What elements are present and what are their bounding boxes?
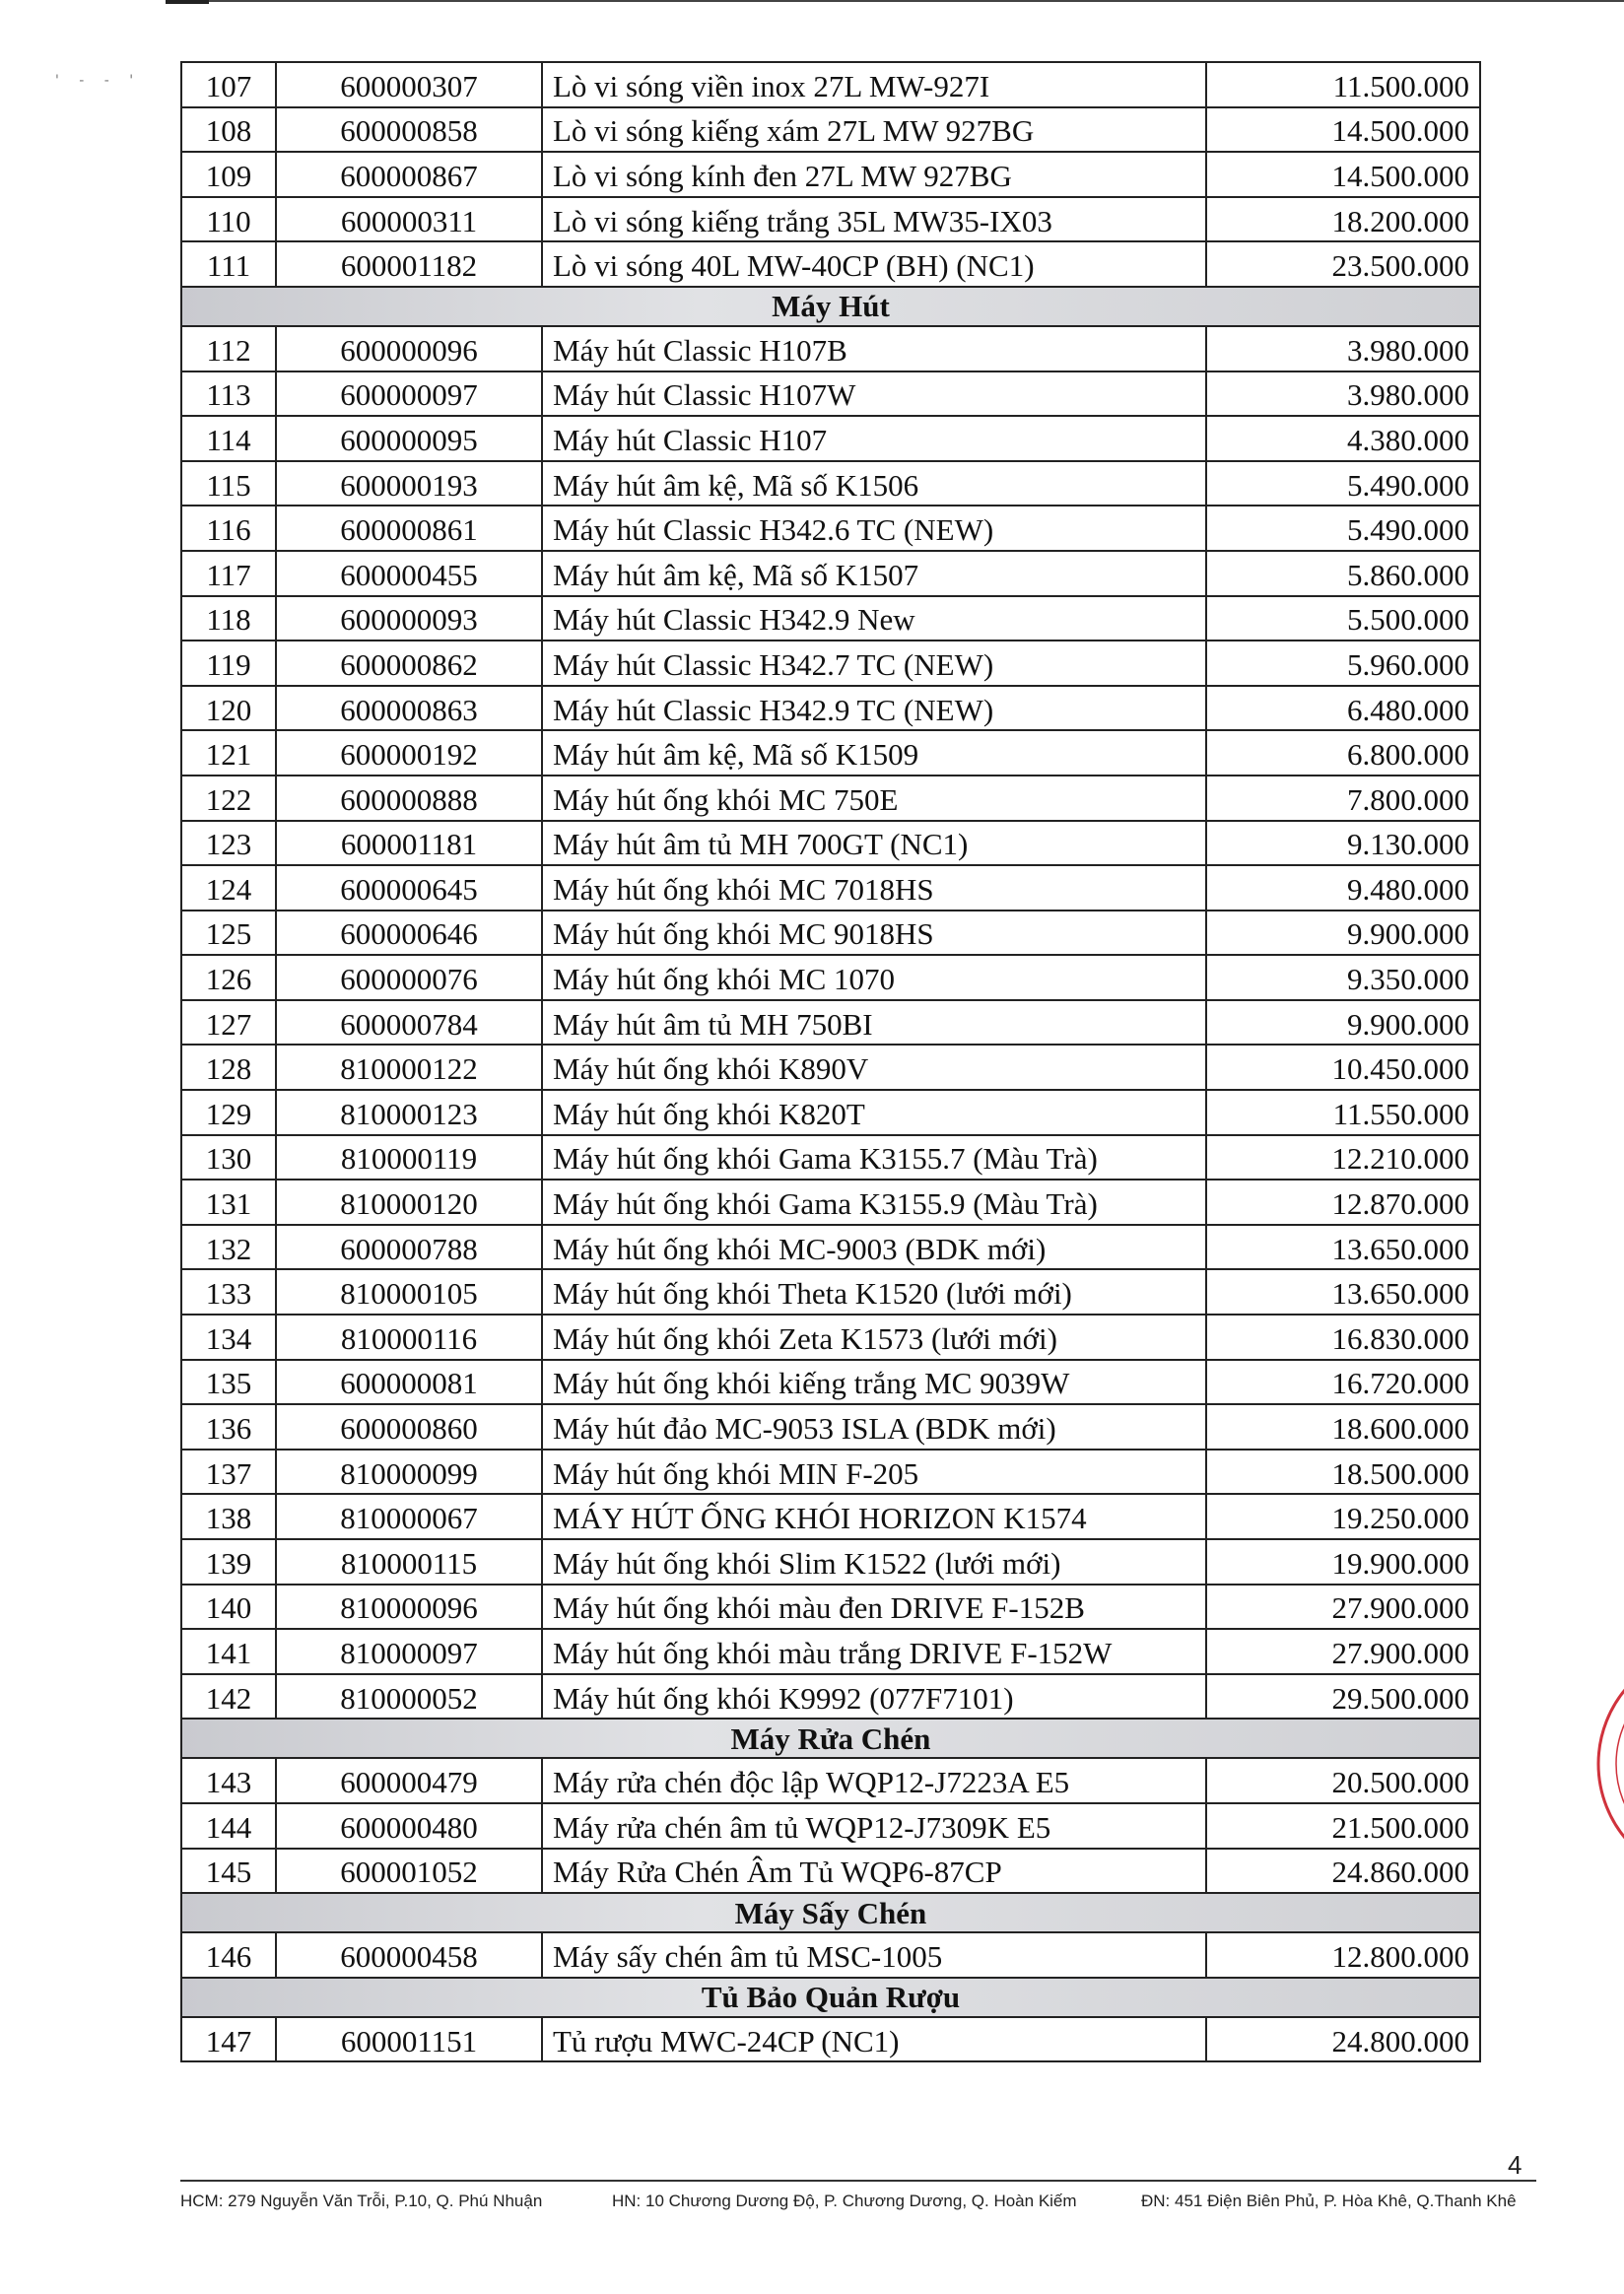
price-cell: 14.500.000 [1206,152,1480,197]
product-code-cell: 600000096 [276,326,542,371]
product-name-cell: Máy hút ống khói MC 750E [542,776,1206,821]
price-cell: 19.250.000 [1206,1494,1480,1539]
table-row [181,821,1480,866]
price-cell: 24.860.000 [1206,1849,1480,1894]
table-row [181,1045,1480,1090]
price-cell: 27.900.000 [1206,1585,1480,1630]
price-cell: 12.210.000 [1206,1135,1480,1181]
row-number-cell: 141 [181,1629,276,1674]
row-number-cell: 136 [181,1404,276,1450]
table-row [181,1315,1480,1360]
table-row [181,107,1480,153]
table-row [181,1803,1480,1849]
product-code-cell: 810000116 [276,1315,542,1360]
product-name-cell: Lò vi sóng 40L MW-40CP (BH) (NC1) [542,241,1206,287]
product-code-cell: 810000067 [276,1494,542,1539]
product-code-cell: 810000120 [276,1180,542,1225]
product-code-cell: 600000862 [276,641,542,686]
product-code-cell: 600000097 [276,371,542,417]
row-number-cell: 143 [181,1758,276,1803]
price-cell: 3.980.000 [1206,371,1480,417]
product-name-cell: Máy hút âm kệ, Mã số K1507 [542,551,1206,596]
top-edge-line [209,0,1624,2]
product-name-cell: Máy hút âm kệ, Mã số K1506 [542,461,1206,506]
row-number-cell: 125 [181,911,276,956]
product-name-cell: MÁY HÚT ỐNG KHÓI HORIZON K1574 [542,1494,1206,1539]
product-name-cell: Máy hút ống khói K9992 (077F7101) [542,1674,1206,1720]
product-name-cell: Máy hút Classic H107B [542,326,1206,371]
seal-outer-ring [1598,1648,1624,1880]
product-code-cell: 600001181 [276,821,542,866]
price-cell: 18.600.000 [1206,1404,1480,1450]
price-cell: 9.350.000 [1206,955,1480,1000]
category-label: Máy Hút [181,287,1480,326]
product-name-cell: Máy Rửa Chén Âm Tủ WQP6-87CP [542,1849,1206,1894]
table-row [181,1090,1480,1135]
product-code-cell: 600000307 [276,62,542,107]
table-row [181,1629,1480,1674]
price-cell: 5.960.000 [1206,641,1480,686]
price-cell: 23.500.000 [1206,241,1480,287]
product-name-cell: Máy hút Classic H342.7 TC (NEW) [542,641,1206,686]
price-cell: 5.860.000 [1206,551,1480,596]
row-number-cell: 113 [181,371,276,417]
row-number-cell: 121 [181,730,276,776]
row-number-cell: 115 [181,461,276,506]
row-number-cell: 134 [181,1315,276,1360]
row-number-cell: 131 [181,1180,276,1225]
price-cell: 9.480.000 [1206,865,1480,911]
table-row [181,911,1480,956]
row-number-cell: 130 [181,1135,276,1181]
table-row [181,1674,1480,1720]
product-code-cell: 600000858 [276,107,542,153]
product-name-cell: Máy hút ống khói Gama K3155.7 (Màu Trà) [542,1135,1206,1181]
product-name-cell: Lò vi sóng kính đen 27L MW 927BG [542,152,1206,197]
product-code-cell: 600000784 [276,1000,542,1046]
table-row [181,596,1480,641]
product-code-cell: 810000052 [276,1674,542,1720]
category-row [181,1893,1480,1932]
product-code-cell: 810000105 [276,1269,542,1315]
table-row [181,371,1480,417]
table-row [181,1180,1480,1225]
scan-specks: ' - - ' [55,73,142,89]
price-cell: 16.720.000 [1206,1360,1480,1405]
table-row [181,1539,1480,1585]
row-number-cell: 137 [181,1450,276,1495]
price-cell: 16.830.000 [1206,1315,1480,1360]
product-name-cell: Máy hút ống khói K820T [542,1090,1206,1135]
product-name-cell: Máy hút ống khói Gama K3155.9 (Màu Trà) [542,1180,1206,1225]
table-row [181,551,1480,596]
row-number-cell: 116 [181,506,276,551]
product-code-cell: 600000646 [276,911,542,956]
table-row [181,1585,1480,1630]
product-name-cell: Máy hút ống khói Zeta K1573 (lưới mới) [542,1315,1206,1360]
product-code-cell: 600000081 [276,1360,542,1405]
price-cell: 18.500.000 [1206,1450,1480,1495]
price-cell: 12.800.000 [1206,1932,1480,1978]
page-number: 4 [1508,2150,1522,2180]
product-name-cell: Máy hút Classic H107W [542,371,1206,417]
product-code-cell: 600000076 [276,955,542,1000]
price-cell: 11.500.000 [1206,62,1480,107]
product-code-cell: 600000193 [276,461,542,506]
table-row [181,955,1480,1000]
top-edge-mark [166,0,209,4]
price-cell: 12.870.000 [1206,1180,1480,1225]
price-table [180,61,1481,2062]
row-number-cell: 124 [181,865,276,911]
price-cell: 4.380.000 [1206,416,1480,461]
footer-address-dn: ĐN: 451 Điện Biên Phủ, P. Hòa Khê, Q.Thanh Khê [1141,2192,1517,2210]
row-number-cell: 139 [181,1539,276,1585]
row-number-cell: 109 [181,152,276,197]
row-number-cell: 128 [181,1045,276,1090]
row-number-cell: 147 [181,2017,276,2062]
product-code-cell: 810000096 [276,1585,542,1630]
category-label: Tủ Bảo Quản Rượu [181,1978,1480,2017]
price-cell: 19.900.000 [1206,1539,1480,1585]
price-cell: 10.450.000 [1206,1045,1480,1090]
product-code-cell: 600000645 [276,865,542,911]
product-name-cell: Máy hút âm tủ MH 700GT (NC1) [542,821,1206,866]
row-number-cell: 112 [181,326,276,371]
product-code-cell: 600000458 [276,1932,542,1978]
category-label: Máy Rửa Chén [181,1719,1480,1758]
product-name-cell: Máy hút ống khói Slim K1522 (lưới mới) [542,1539,1206,1585]
table-row [181,2017,1480,2062]
row-number-cell: 110 [181,197,276,242]
table-row [181,416,1480,461]
product-code-cell: 600000192 [276,730,542,776]
table-row [181,241,1480,287]
row-number-cell: 111 [181,241,276,287]
price-table-body [181,62,1480,2061]
table-row [181,326,1480,371]
product-name-cell: Máy hút ống khói MC 9018HS [542,911,1206,956]
product-code-cell: 810000123 [276,1090,542,1135]
row-number-cell: 120 [181,686,276,731]
row-number-cell: 107 [181,62,276,107]
row-number-cell: 117 [181,551,276,596]
price-cell: 20.500.000 [1206,1758,1480,1803]
price-cell: 5.490.000 [1206,461,1480,506]
product-code-cell: 810000119 [276,1135,542,1181]
row-number-cell: 142 [181,1674,276,1720]
row-number-cell: 146 [181,1932,276,1978]
price-cell: 14.500.000 [1206,107,1480,153]
row-number-cell: 140 [181,1585,276,1630]
product-name-cell: Máy hút âm tủ MH 750BI [542,1000,1206,1046]
table-row [181,1225,1480,1270]
price-cell: 13.650.000 [1206,1225,1480,1270]
table-row [181,1849,1480,1894]
product-name-cell: Máy hút ống khói MC-9003 (BDK mới) [542,1225,1206,1270]
product-code-cell: 600000860 [276,1404,542,1450]
table-row [181,461,1480,506]
price-cell: 13.650.000 [1206,1269,1480,1315]
price-cell: 24.800.000 [1206,2017,1480,2062]
table-row [181,1932,1480,1978]
row-number-cell: 144 [181,1803,276,1849]
row-number-cell: 129 [181,1090,276,1135]
product-name-cell: Máy hút Classic H342.6 TC (NEW) [542,506,1206,551]
price-cell: 5.490.000 [1206,506,1480,551]
table-row [181,1360,1480,1405]
table-row [181,641,1480,686]
product-name-cell: Máy hút âm kệ, Mã số K1509 [542,730,1206,776]
category-row [181,1978,1480,2017]
product-name-cell: Máy hút ống khói kiếng trắng MC 9039W [542,1360,1206,1405]
price-cell: 9.130.000 [1206,821,1480,866]
table-row [181,1000,1480,1046]
product-name-cell: Máy hút ống khói Theta K1520 (lưới mới) [542,1269,1206,1315]
product-name-cell: Máy hút đảo MC-9053 ISLA (BDK mới) [542,1404,1206,1450]
product-code-cell: 600001052 [276,1849,542,1894]
product-name-cell: Máy hút ống khói màu trắng DRIVE F-152W [542,1629,1206,1674]
product-name-cell: Máy hút ống khói màu đen DRIVE F-152B [542,1585,1206,1630]
table-row [181,197,1480,242]
row-number-cell: 135 [181,1360,276,1405]
product-code-cell: 600000480 [276,1803,542,1849]
price-cell: 5.500.000 [1206,596,1480,641]
row-number-cell: 108 [181,107,276,153]
price-cell: 21.500.000 [1206,1803,1480,1849]
product-name-cell: Máy hút Classic H342.9 TC (NEW) [542,686,1206,731]
table-row [181,62,1480,107]
product-code-cell: 600000479 [276,1758,542,1803]
row-number-cell: 133 [181,1269,276,1315]
price-cell: 11.550.000 [1206,1090,1480,1135]
product-name-cell: Máy hút ống khói K890V [542,1045,1206,1090]
table-row [181,506,1480,551]
row-number-cell: 119 [181,641,276,686]
price-cell: 18.200.000 [1206,197,1480,242]
product-code-cell: 600000888 [276,776,542,821]
company-seal-graphic [1567,1616,1624,1912]
row-number-cell: 114 [181,416,276,461]
product-code-cell: 810000097 [276,1629,542,1674]
product-name-cell: Máy hút ống khói MC 1070 [542,955,1206,1000]
table-row [181,1758,1480,1803]
product-name-cell: Máy hút ống khói MC 7018HS [542,865,1206,911]
price-cell: 9.900.000 [1206,1000,1480,1046]
table-row [181,776,1480,821]
price-cell: 29.500.000 [1206,1674,1480,1720]
product-code-cell: 600000863 [276,686,542,731]
product-name-cell: Máy sấy chén âm tủ MSC-1005 [542,1932,1206,1978]
product-code-cell: 600000311 [276,197,542,242]
product-name-cell: Máy hút Classic H342.9 New [542,596,1206,641]
product-name-cell: Máy hút ống khói MIN F-205 [542,1450,1206,1495]
price-cell: 7.800.000 [1206,776,1480,821]
product-code-cell: 600000093 [276,596,542,641]
company-seal [1567,1616,1624,1912]
product-name-cell: Máy rửa chén độc lập WQP12-J7223A E5 [542,1758,1206,1803]
category-label: Máy Sấy Chén [181,1893,1480,1932]
price-cell: 27.900.000 [1206,1629,1480,1674]
row-number-cell: 123 [181,821,276,866]
table-row [181,1494,1480,1539]
category-row [181,287,1480,326]
footer-address-hn: HN: 10 Chương Dương Độ, P. Chương Dương, Q. Hoàn Kiếm [612,2192,1077,2210]
product-code-cell: 810000122 [276,1045,542,1090]
table-row [181,1269,1480,1315]
product-name-cell: Lò vi sóng kiếng xám 27L MW 927BG [542,107,1206,153]
table-row [181,686,1480,731]
product-code-cell: 600000788 [276,1225,542,1270]
product-code-cell: 600000861 [276,506,542,551]
product-name-cell: Lò vi sóng kiếng trắng 35L MW35-IX03 [542,197,1206,242]
price-cell: 9.900.000 [1206,911,1480,956]
row-number-cell: 138 [181,1494,276,1539]
product-code-cell: 600001182 [276,241,542,287]
table-row [181,1450,1480,1495]
row-number-cell: 122 [181,776,276,821]
table-row [181,1135,1480,1181]
price-cell: 6.480.000 [1206,686,1480,731]
category-row [181,1719,1480,1758]
product-code-cell: 810000099 [276,1450,542,1495]
product-code-cell: 600000095 [276,416,542,461]
product-name-cell: Máy hút Classic H107 [542,416,1206,461]
row-number-cell: 118 [181,596,276,641]
price-cell: 6.800.000 [1206,730,1480,776]
product-code-cell: 810000115 [276,1539,542,1585]
product-code-cell: 600001151 [276,2017,542,2062]
row-number-cell: 126 [181,955,276,1000]
table-row [181,730,1480,776]
row-number-cell: 127 [181,1000,276,1046]
product-name-cell: Máy rửa chén âm tủ WQP12-J7309K E5 [542,1803,1206,1849]
row-number-cell: 132 [181,1225,276,1270]
product-name-cell: Lò vi sóng viền inox 27L MW-927I [542,62,1206,107]
row-number-cell: 145 [181,1849,276,1894]
table-row [181,865,1480,911]
table-row [181,152,1480,197]
product-name-cell: Tủ rượu MWC-24CP (NC1) [542,2017,1206,2062]
footer-divider [180,2180,1536,2182]
table-row [181,1404,1480,1450]
product-code-cell: 600000455 [276,551,542,596]
footer-address-hcm: HCM: 279 Nguyễn Văn Trỗi, P.10, Q. Phú Nhuận [180,2192,543,2210]
price-cell: 3.980.000 [1206,326,1480,371]
product-code-cell: 600000867 [276,152,542,197]
